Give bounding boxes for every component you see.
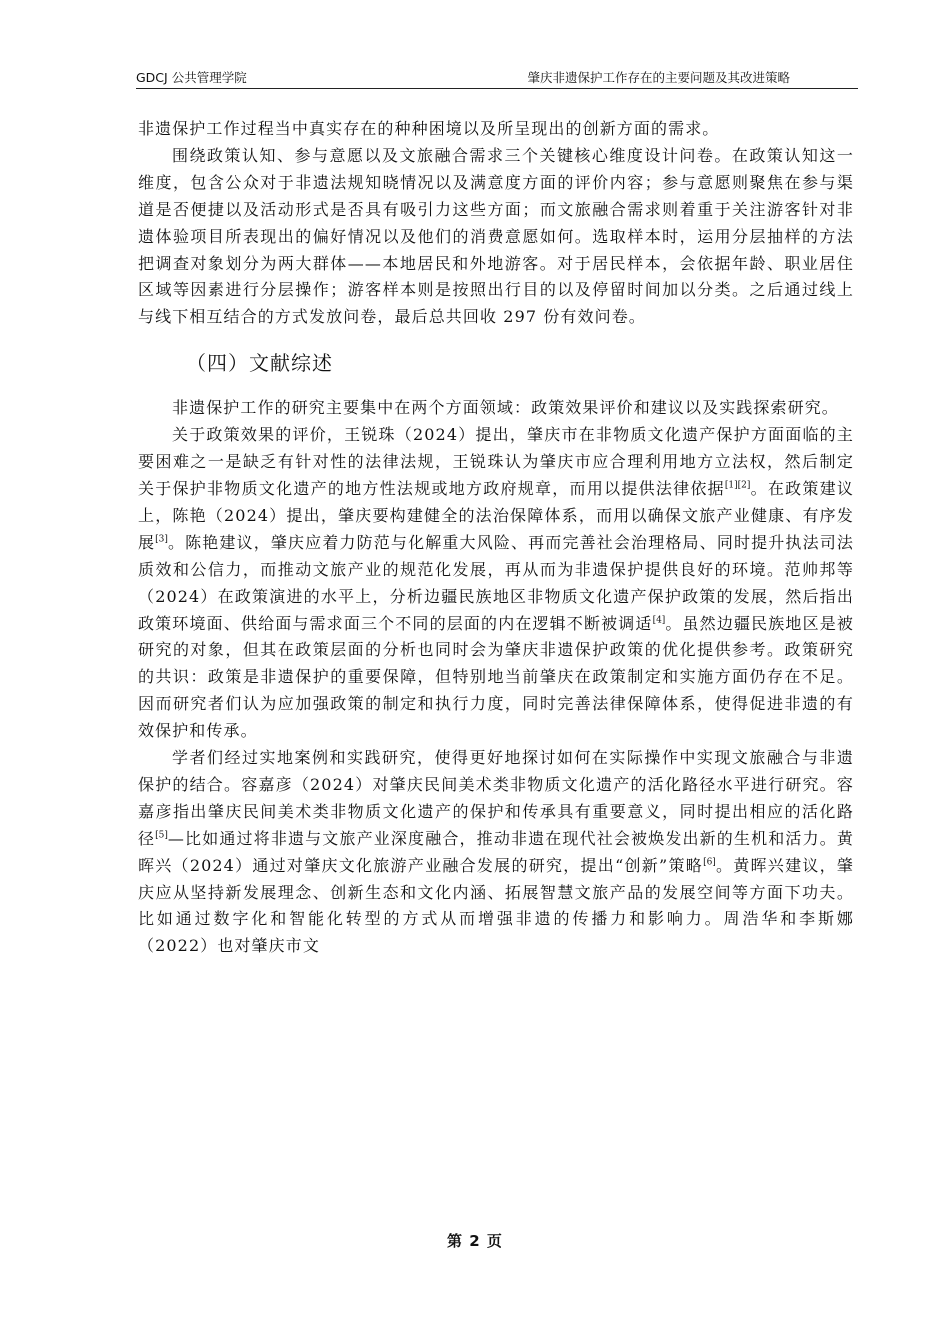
paragraph-practice-research	[138, 745, 854, 960]
header-institution: GDCJ 公共管理学院	[136, 70, 247, 85]
citation-ref: [4]	[652, 615, 666, 626]
paragraph-review-intro: 非遗保护工作的研究主要集中在两个方面领域：政策效果评价和建议以及实践探索研究。	[172, 398, 839, 418]
citation-ref: [6]	[703, 857, 716, 868]
header-document-title: 肇庆非遗保护工作存在的主要问题及其改进策略	[527, 70, 790, 85]
body-text	[138, 116, 854, 960]
page-header	[136, 70, 858, 89]
citation-ref: [1][2]	[724, 480, 751, 491]
citation-ref: [3]	[155, 534, 168, 545]
page-number: 第 2 页	[447, 1232, 503, 1250]
paragraph-text: 。在政策建议上，陈艳（2024）提出，肇庆要构建健全的法治保障体系，而用以确保文旅产业健康、有序发展	[138, 478, 854, 552]
paragraph-text: —比如通过将非遗与文旅产业深度融合，推动非遗在现代社会被焕发出新的生机和活力。黄晖兴（2024）通过对肇庆文化旅游产业融合发展的研究，提出“创新”策略	[138, 828, 854, 875]
paragraph-policy-evaluation	[138, 422, 854, 745]
paragraph-continuation: 非遗保护工作过程当中真实存在的种种困境以及所呈现出的创新方面的需求。	[138, 119, 720, 138]
paragraph-text: 关于政策效果的评价，王锐珠（2024）提出，肇庆市在非物质文化遗产保护方面面临的主要困难之一是缺乏有针对性的法律法规，王锐珠认为肇庆市应合理利用地方立法权，然后制定关于保护非物质文化遗产的地方性法规或地方政府规章，而用以提供法律依据	[138, 425, 854, 498]
paragraph-text: 。黄晖兴建议，肇庆应从坚持新发展理念、创新生态和文化内涵、拓展智慧文旅产品的发展空间等方面下功夫。比如通过数字化和智能化转型的方式从而增强非遗的传播力和影响力。周浩华和李斯娜（2022）也对肇庆市文	[138, 855, 854, 956]
citation-ref: [5]	[155, 830, 168, 841]
paragraph-text: 。陈艳建议，肇庆应着力防范与化解重大风险、再而完善社会治理格局、同时提升执法司法质效和公信力，而推动文旅产业的规范化发展，再从而为非遗保护提供良好的环境。范帅邦等（2024）在政策演进的水平上，分析边疆民族地区非物质文化遗产保护政策的发展，然后指出政策环境面、供给面与需求面三个不同的层面的内在逻辑不断被调适	[138, 532, 854, 633]
paragraph-questionnaire-design: 围绕政策认知、参与意愿以及文旅融合需求三个关键核心维度设计问卷。在政策认知这一维度，包含公众对于非遗法规知晓情况以及满意度方面的评价内容；参与意愿则聚焦在参与渠道是否便捷以及活动形式是否具有吸引力这些方面；而文旅融合需求则着重于关注游客针对非遗体验项目所表现出的偏好情况以及他们的消费意愿如何。选取样本时，运用分层抽样的方法把调查对象划分为两大群体——本地居民和外地游客。对于居民样本，会依据年龄、职业居住区域等因素进行分层操作；游客样本则是按照出行目的以及停留时间加以分类。之后通过线上与线下相互结合的方式发放问卷，最后总共回收 297 份有效问卷。	[138, 145, 854, 327]
section-heading: （四）文献综述	[186, 351, 333, 376]
paragraph-text: 。虽然边疆民族地区是被研究的对象，但其在政策层面的分析也同时会为肇庆非遗保护政策的优化提供参考。政策研究的共识：政策是非遗保护的重要保障，但特别地当前肇庆在政策制定和实施方面仍存在不足。因而研究者们认为应加强政策的制定和执行力度，同时完善法律保障体系，使得促进非遗的有效保护和传承。	[138, 613, 854, 741]
paragraph-text: 学者们经过实地案例和实践研究，使得更好地探讨如何在实际操作中实现文旅融合与非遗保护的结合。容嘉彦（2024）对肇庆民间美术类非物质文化遗产的活化路径水平进行研究。容嘉彦指出肇庆民间美术类非物质文化遗产的保护和传承具有重要意义，同时提出相应的活化路径	[138, 748, 854, 848]
